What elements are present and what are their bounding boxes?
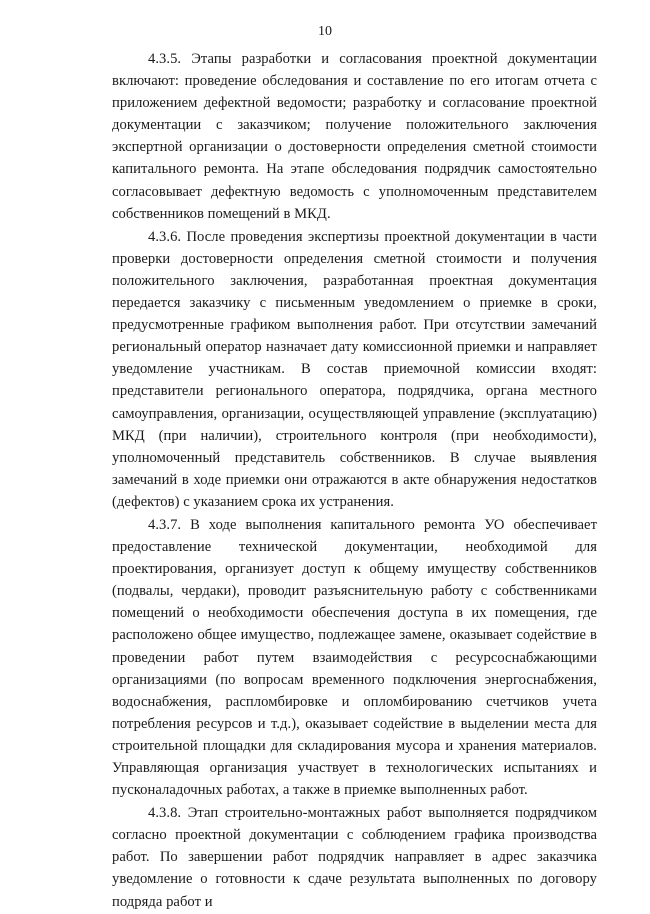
page-number: 10 [318,24,332,39]
paragraph-4-3-6: 4.3.6. После проведения экспертизы проектной документации в части проверки достоверности определения сметной стоимости и получения положительного заключения, разработанная проектная документация передается заказчику с письменным уведомлением о приемке в сроки, предусмотренные графиком выполнения работ. При отсутствии замечаний региональный оператор назначает дату комиссионной приемки и направляет уведомление участникам. В состав приемочной комиссии входят: представители регионального оператора, подрядчика, органа местного самоуправления, организации, осуществляющей управление (эксплуатацию) МКД (при наличии), строительного контроля (при необходимости), уполномоченный представитель собственников. В случае выявления замечаний в ходе приемки они отражаются в акте обнаружения недостатков (дефектов) с указанием срока их устранения. [112,228,597,510]
paragraph-4-3-5: 4.3.5. Этапы разработки и согласования проектной документации включают: проведение обследования и составление по его итогам отчета с приложением дефектной ведомости; разработку и согласование проектной документации с заказчиком; получение положительного заключения экспертной организации о достоверности определения сметной стоимости капитального ремонта. На этапе обследования подрядчик самостоятельно согласовывает дефектную ведомость с уполномоченным представителем собственников помещений в МКД. [112,51,597,222]
document-body [112,48,597,914]
paragraph-4-3-8: 4.3.8. Этап строительно-монтажных работ выполняется подрядчиком согласно проектной документации с соблюдением графика производства работ. По завершении работ подрядчик направляет в адрес заказчика уведомление о готовности к сдаче результата выполненных по договору подряда работ и [112,805,597,910]
paragraph-4-3-7: 4.3.7. В ходе выполнения капитального ремонта УО обеспечивает предоставление технической документации, необходимой для проектирования, организует доступ к общему имуществу собственников (подвалы, чердаки), проводит разъяснительную работу с собственниками помещений о необходимости обеспечения доступа в их помещения, где расположено общее имущество, подлежащее замене, оказывает содействие в проведении работ путем взаимодействия с ресурсоснабжающими организациями (по вопросам временного подключения энергоснабжения, водоснабжения, распломбировке и опломбированию счетчиков учета потребления ресурсов и т.д.), оказывает содействие в выделении места для строительной площадки для складирования мусора и хранения материалов. Управляющая организация участвует в технологических испытаниях и пусконаладочных работах, а также в приемке выполненных работ. [112,516,597,799]
